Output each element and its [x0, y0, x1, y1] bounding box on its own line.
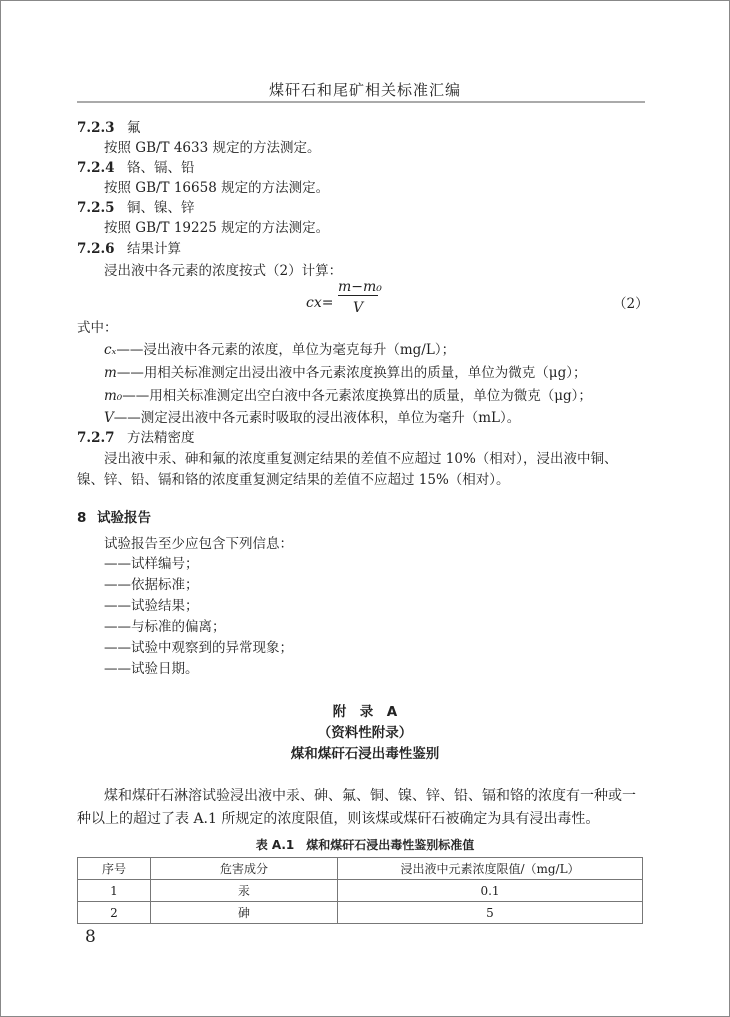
- section-number: 7.2.3: [77, 120, 115, 136]
- table-row: [78, 880, 643, 902]
- paragraph: 按照 GB/T 4633 规定的方法测定。: [104, 140, 321, 156]
- list-item: ——与标准的偏离；: [104, 619, 226, 635]
- paragraph: 按照 GB/T 19225 规定的方法测定。: [104, 220, 330, 236]
- list-item: ——试样编号；: [104, 556, 199, 572]
- variable-definition: [104, 341, 455, 359]
- section-number: 7.2.7: [77, 430, 115, 446]
- formula-lhs: cx=: [306, 295, 334, 311]
- section-title: 铜、镍、锌: [127, 200, 195, 216]
- section-title: 氟: [127, 120, 141, 136]
- paragraph: 镍、锌、铅、镉和铬的浓度重复测定结果的差值不应超过 15%（相对）。: [77, 472, 510, 488]
- running-header: 煤矸石和尾矿相关标准汇编: [268, 81, 461, 99]
- appendix-title: 附 录 A: [332, 704, 398, 720]
- section-number: 7.2.6: [77, 241, 115, 257]
- where-label: 式中：: [77, 320, 118, 336]
- header-rule: [77, 101, 645, 103]
- formula-numerator: m−m₀: [338, 279, 382, 295]
- variable-text: ——测定浸出液中各元素时吸取的浸出液体积，单位为毫升（mL）。: [113, 410, 521, 426]
- section-number: 8: [77, 510, 87, 526]
- section-number: 7.2.4: [77, 160, 115, 176]
- paragraph: 种以上的超过了表 A.1 所规定的浓度限值，则该煤或煤矸石被确定为具有浸出毒性。: [77, 811, 600, 827]
- variable-definition: [104, 364, 586, 382]
- list-item: ——依据标准；: [104, 577, 199, 593]
- paragraph: 煤和煤矸石淋溶试验浸出液中汞、砷、氟、铜、镍、锌、铅、镉和铬的浓度有一种或一: [104, 788, 636, 804]
- variable-text: ——用相关标准测定出浸出液中各元素浓度换算出的质量，单位为微克（μg）；: [116, 365, 587, 381]
- section-7-2-6: [77, 240, 181, 258]
- formula-lhs-symbol: cx: [306, 295, 322, 311]
- table-cell: 汞: [151, 880, 338, 902]
- section-7-2-4: [77, 159, 195, 177]
- section-7-2-3: [77, 119, 141, 137]
- paragraph: 浸出液中各元素的浓度按式（2）计算：: [104, 263, 343, 279]
- section-number: 7.2.5: [77, 200, 115, 216]
- table-caption: 表 A.1 煤和煤矸石浸出毒性鉴别标准值: [255, 838, 475, 852]
- header-cell: 序号: [78, 858, 151, 880]
- page-number: 8: [85, 927, 96, 947]
- section-7-2-7: [77, 429, 195, 447]
- variable-symbol: m₀: [104, 388, 123, 404]
- section-title: 结果计算: [127, 241, 181, 257]
- section-title: 方法精密度: [127, 430, 195, 446]
- variable-definition: [104, 409, 520, 427]
- section-title: 试验报告: [97, 510, 151, 526]
- formula-denominator: V: [352, 300, 364, 316]
- header-cell: 危害成分: [151, 858, 338, 880]
- table-row: [78, 902, 643, 924]
- appendix-type: （资料性附录）: [317, 725, 413, 741]
- table-cell: 0.1: [338, 880, 643, 902]
- equation-number: （2）: [613, 296, 649, 312]
- table-header-row: [78, 858, 643, 880]
- variable-definition: [104, 387, 592, 405]
- paragraph: 试验报告至少应包含下列信息：: [104, 536, 293, 552]
- table-cell: 2: [78, 902, 151, 924]
- appendix-name: 煤和煤矸石浸出毒性鉴别: [290, 746, 440, 762]
- paragraph: 按照 GB/T 16658 规定的方法测定。: [104, 180, 330, 196]
- section-title: 铬、镉、铅: [127, 160, 195, 176]
- table-cell: 1: [78, 880, 151, 902]
- variable-symbol: V: [104, 410, 114, 426]
- paragraph: 浸出液中汞、砷和氟的浓度重复测定结果的差值不应超过 10%（相对），浸出液中铜、: [104, 451, 618, 467]
- table-cell: 砷: [151, 902, 338, 924]
- variable-text: ——浸出液中各元素的浓度，单位为毫克每升（mg/L）；: [116, 342, 456, 358]
- table-cell: 5: [338, 902, 643, 924]
- section-8-heading: [77, 509, 151, 527]
- standard-values-table: [77, 857, 643, 924]
- list-item: ——试验中观察到的异常现象；: [104, 640, 293, 656]
- list-item: ——试验结果；: [104, 598, 199, 614]
- section-7-2-5: [77, 199, 195, 217]
- variable-symbol: cₓ: [104, 342, 117, 358]
- variable-text: ——用相关标准测定出空白液中各元素浓度换算出的质量，单位为微克（μg）；: [122, 388, 592, 404]
- variable-symbol: m: [104, 365, 117, 381]
- header-cell: 浸出液中元素浓度限值/（mg/L）: [338, 858, 643, 880]
- list-item: ——试验日期。: [104, 661, 199, 677]
